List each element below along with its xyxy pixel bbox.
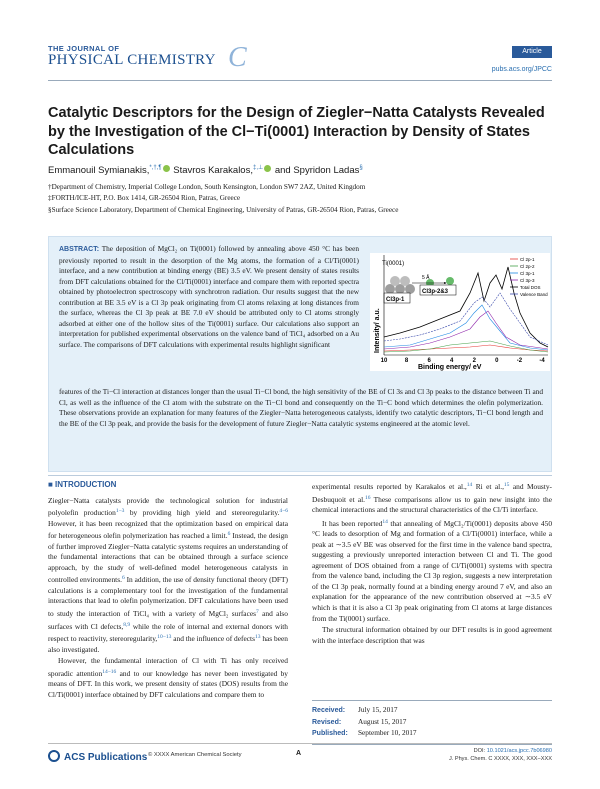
journal-the: THE JOURNAL OF xyxy=(48,44,120,53)
acs-logo-icon xyxy=(48,750,60,762)
date-received: Received: July 15, 2017 xyxy=(312,705,398,714)
citation-link[interactable]: 14 xyxy=(382,518,388,525)
author-1[interactable]: Emmanouil Symianakis, xyxy=(48,165,150,176)
toc-legend-entry: Total DOS xyxy=(520,285,541,290)
toc-legend-entry: Cl 3p-3 xyxy=(520,278,535,283)
toc-graphic xyxy=(370,253,550,371)
citation-link[interactable]: 16 xyxy=(365,494,371,501)
affiliation-2: ‡FORTH/ICE-HT, P.O. Box 1414, GR-26504 Rion, Patras, Greece xyxy=(48,194,241,203)
author-1-affil: *,†,¶ xyxy=(149,165,162,171)
citation-link[interactable]: 4−6 xyxy=(279,508,289,515)
right-paragraph-3: The structural information obtained by our DFT results is in good agreement with the interface description that was xyxy=(312,625,552,645)
toc-legend-entry: Cl 2p-2 xyxy=(520,264,535,269)
citation-link[interactable]: 15 xyxy=(503,482,510,488)
toc-legend-entry: Cl 3p-1 xyxy=(520,271,535,276)
doi-link[interactable]: 10.1021/acs.jpcc.7b06980 xyxy=(486,748,552,754)
toc-tick-label: 6 xyxy=(427,358,431,364)
column-left xyxy=(48,480,288,701)
citation-link[interactable]: 6 xyxy=(227,531,231,538)
journal-logo xyxy=(48,44,248,78)
citation-line: J. Phys. Chem. C XXXX, XXX, XXX−XXX xyxy=(448,755,552,762)
header-divider xyxy=(48,80,552,81)
abstract-label: ABSTRACT: xyxy=(59,246,100,253)
author-3[interactable]: and Spyridon Ladas xyxy=(272,165,360,176)
intro-paragraph-1: Ziegler−Natta catalysts provide the technological solution for industrial polyolefin production$^{1-3}$ by providing high yield and stereoregularity.$^{4-6}$ However, it has been recognized that the optimization based on empirical data for heterogeneous olefin polymerization has reached a limit.$^6$ Instead, the design of further improved Ziegler−Natta catalytic systems requires an understanding of the fundamental interactions that can be obtained through a surface science approach, by the study of well-defined model heterogeneous catalysts in controlled environments.$^6$ In addition, the use of density functional theory (DFT) calculations is a complementary tool for the investigation of the fundamental interactions that lead to olefin polymerization. DFT calculations have been used to study the interaction of TiCl₄ with a variety of MgCl₂ surfaces$^7$ and also surfaces with Cl defects,$^{8,9}$ while the role of internal and external donors with respect to reactivity, stereoregularity,$^{10-13}$ and the influence of defects$^{13}$ has been also investigated. xyxy=(48,495,289,654)
citation-link[interactable]: 14 xyxy=(466,482,473,488)
toc-tick-label: -2 xyxy=(516,358,523,364)
citation-link[interactable]: 10−13 xyxy=(157,634,172,641)
journal-name: PHYSICAL CHEMISTRY xyxy=(48,52,216,68)
doi-block: DOI: 10.1021/acs.jpcc.7b06980 J. Phys. Chem. C XXXX, XXX, XXX−XXX xyxy=(448,748,552,762)
toc-tick-label: 2 xyxy=(472,358,476,364)
citation-link[interactable]: 14−16 xyxy=(102,668,117,675)
article-badge: Article xyxy=(512,46,552,58)
abstract-body: The deposition of MgCl₂ on Ti(0001) followed by annealing above 450 °C has been previously reported to result in the desorption of the Mg atoms, the formation of a Cl/Ti(0001) interface, and a new contribution at binding energy (BE) 3.5 eV. We present density of states results from DFT calculations obtained for the Cl/Ti(0001) interface and compare them with reported spectra obtained by photoelectron spectroscopy with synchrotron radiation. Our results suggest that the new contribution at BE 3.5 eV is a Cl 3p peak originating from Cl atoms relaxing at long distances from the surface, whereas the Cl 3p peak at BE 7.0 eV should be attributed only to Cl atoms strongly adsorbed at either one of the hollow sites of the Ti(0001) surface. Our calculations also support an interpretation for published experimental observations on the valence band of TiCl₄ adsorbed on a Au surface. The comparisons of DFT calculations with experimental results highlight significant xyxy=(59,244,359,349)
right-paragraph-1: experimental results reported by Karakalos et al.,$^{14}$ Ri et al.,$^{15}$ and Mousty-Desbuquoit et al.$^{16}$ These comparisons allow us to gain new insight into the chemical interactions and the structural characteristics of the Cl/Ti interface. xyxy=(312,482,552,515)
toc-xlabel: Binding energy/ eV xyxy=(418,364,482,371)
affiliations xyxy=(48,182,558,216)
toc-annot-ti: Ti(0001) xyxy=(382,261,405,267)
orcid-icon[interactable] xyxy=(264,165,271,172)
right-paragraph-2: It has been reported$^{14}$ that annealing of MgCl₂/Ti(0001) deposits above 450 °C leads to desorption of Mg and formation of a Cl/Ti(0001) interface, while a peak at ∼3.5 eV BE was observed for the first time in the valence band spectra, suggesting a previously unreported interaction between Cl and Ti. The good agreement of DOS obtained from a range of Cl/Ti(0001) systems with spectra from the valence band, including the Cl 3p region, suggests a new interpretation of the Cl 3p peak, normally found at a binding energy around 7 eV, and also an explanation for the appearance of the new contribution observed at ∼3.5 eV which is that it is also a Cl 3p peak originating from Cl atoms at large distances from the Ti(0001) surface. xyxy=(312,518,553,623)
toc-tick-label: 10 xyxy=(380,358,388,364)
article-title: Catalytic Descriptors for the Design of Ziegler−Natta Catalysts Revealed by the Investigation of the Cl−Ti(0001) Interaction by Density of States Calculations xyxy=(48,105,545,158)
toc-tick-label: 4 xyxy=(450,358,454,364)
toc-ylabel: Intensity/ a.u. xyxy=(374,308,381,353)
toc-annot-distance: 5 Å xyxy=(422,275,430,281)
citation-link[interactable]: 8,9 xyxy=(123,621,131,628)
author-2[interactable]: Stavros Karakalos, xyxy=(170,165,253,176)
column-right xyxy=(312,480,552,647)
toc-tick-label: 8 xyxy=(404,358,409,364)
author-list xyxy=(48,164,558,176)
acs-publications-logo[interactable]: ACS Publications xyxy=(48,750,147,763)
toc-tick-label: 0 xyxy=(495,358,499,364)
citation-link[interactable]: 6 xyxy=(121,575,125,582)
copyright-notice: © XXXX American Chemical Society xyxy=(148,752,242,758)
citation-link[interactable]: 7 xyxy=(256,609,259,616)
author-3-affil: § xyxy=(359,165,363,171)
affiliation-3: §Surface Science Laboratory, Department of Chemical Engineering, University of Patras, GR-26504 Rion, Patras, Greece xyxy=(48,205,399,214)
section-divider xyxy=(48,475,552,476)
citation-link[interactable]: 1−3 xyxy=(115,508,125,515)
toc-annot-cl1: Cl3p-1 xyxy=(386,297,405,303)
author-2-affil: ‡,⊥ xyxy=(252,165,264,171)
affiliation-1: †Department of Chemistry, Imperial College London, South Kensington, London SW7 2AZ, United Kingdom xyxy=(48,183,366,191)
intro-paragraph-2: However, the fundamental interaction of Cl with Ti has only received sporadic attention$^{14-16}$ and to our knowledge has never been investigated by means of DFT. In this work, we present density of states (DOS) results from the Cl/Ti(0001) interface obtained by DFT calculations and compare them to xyxy=(48,656,288,699)
orcid-icon[interactable] xyxy=(163,165,170,172)
date-published: Published: September 10, 2017 xyxy=(312,728,417,738)
publication-dates xyxy=(312,700,552,745)
toc-annot-cl2: Cl3p-2&3 xyxy=(422,289,449,295)
citation-link[interactable]: 13 xyxy=(254,634,261,641)
abstract-continuation: features of the Ti−Cl interaction at distances longer than the usual Ti−Cl bond, the high sensitivity of the BE of Cl 3s and Cl 3p peaks to the distance between Ti and Cl, as well as the influence of the Cl atom with the substrate on the Ti−Cl bond and consequently on the Ti−C bond which determines the olefin polymerization. These observations provide an explanation for many features of the Ziegler−Natta heterogeneous catalysts, identify two catalytic descriptors, Ti−Cl bond length and the BE of the Cl 3p peak, and provide the basis for the development of future Ziegler−Natta catalytic systems engineered at the atomic level. xyxy=(59,387,543,428)
toc-tick-label: -4 xyxy=(539,358,545,364)
toc-legend-entry: Cl 2p-1 xyxy=(520,257,535,262)
abstract-text xyxy=(59,244,359,350)
footer-divider xyxy=(48,743,552,744)
date-revised: Revised: August 15, 2017 xyxy=(312,716,407,726)
journal-url-link[interactable]: pubs.acs.org/JPCC xyxy=(491,66,552,73)
page-number: A xyxy=(296,750,302,757)
toc-legend-entry: Valence Band xyxy=(520,292,548,297)
section-heading-introduction: ■ INTRODUCTION xyxy=(48,480,117,489)
journal-letter: C xyxy=(228,42,247,73)
